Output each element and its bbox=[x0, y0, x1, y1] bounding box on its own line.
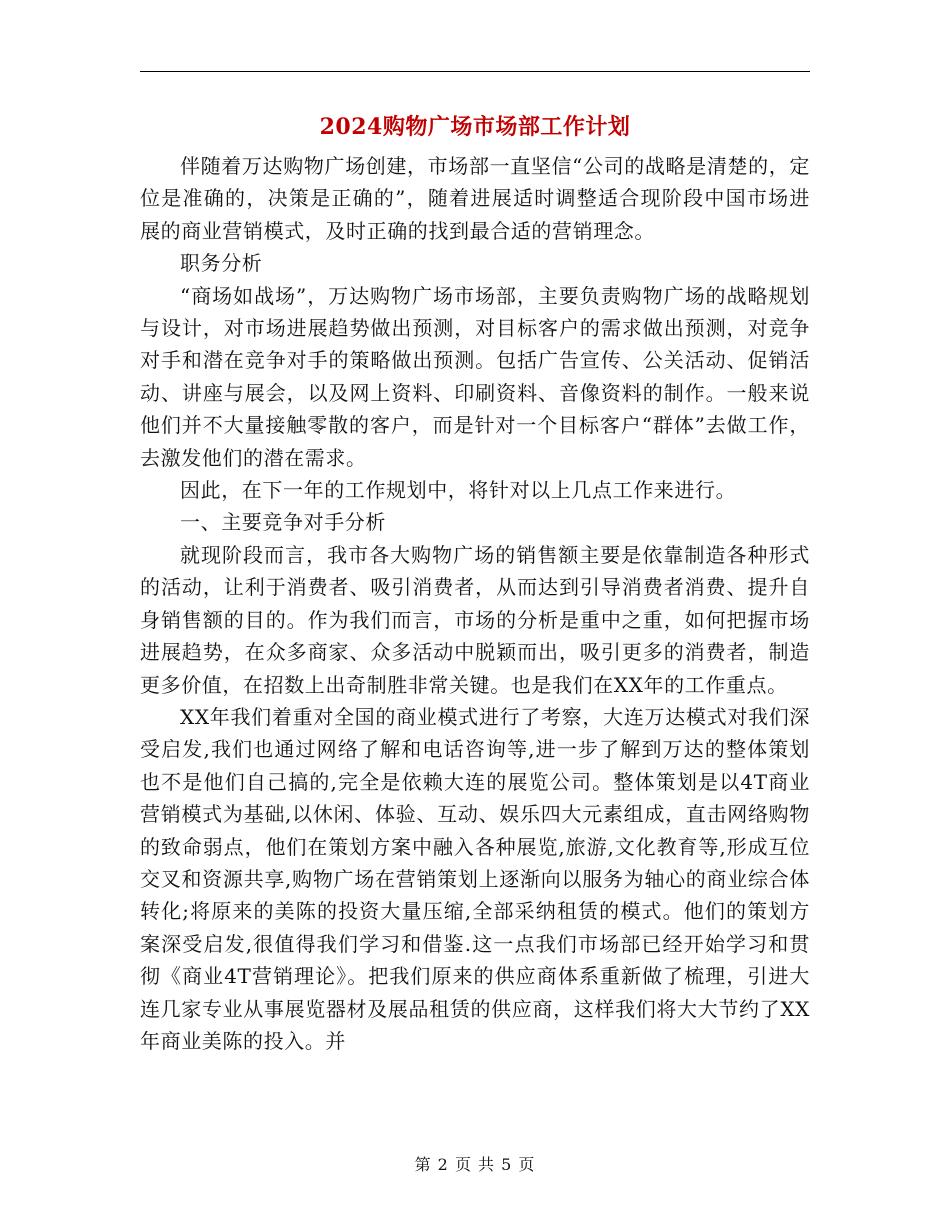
section-heading-job-analysis: 职务分析 bbox=[180, 251, 263, 276]
paragraph-competitor-analysis: 就现阶段而言，我市各大购物广场的销售额主要是依靠制造各种形式的活动，让利于消费者、吸引消费者，从而达到引导消费者消费、提升自身销售额的目的。作为我们而言，市场的分析是重中之重，如何把握市场进展趋势，在众多商家、众多活动中脱颖而出，吸引更多的消费者，制造更多价值，在招数上出奇制胜非常关键。也是我们在XX年的工作重点。 bbox=[140, 542, 810, 697]
paragraph-business-model: XX年我们着重对全国的商业模式进行了考察，大连万达模式对我们深受启发,我们也通过网络了解和电话咨询等,进一步了解到万达的整体策划也不是他们自己搞的,完全是依赖大连的展览公司。整体策划是以4T商业营销模式为基础,以休闲、体验、互动、娱乐四大元素组成，直击网络购物的致命弱点，他们在策划方案中融入各种展览,旅游,文化教育等,形成互位交叉和资源共享,购物广场在营销策划上逐渐向以服务为轴心的商业综合体转化;将原来的美陈的投资大量压缩,全部采纳租赁的模式。他们的策划方案深受启发,很值得我们学习和借鉴.这一点我们市场部已经开始学习和贯彻《商业4T营销理论》。把我们原来的供应商体系重新做了梳理，引进大连几家专业从事展览器材及展品租赁的供应商，这样我们将大大节约了XX年商业美陈的投入。并 bbox=[140, 704, 810, 1053]
paragraph-plan: 因此，在下一年的工作规划中，将针对以上几点工作来进行。 bbox=[180, 478, 737, 503]
page-number-footer: 第 2 页 共 5 页 bbox=[414, 1155, 536, 1174]
paragraph-job-analysis: “商场如战场”，万达购物广场市场部，主要负责购物广场的战略规划与设计，对市场进展趋势做出预测，对目标客户的需求做出预测，对竞争对手和潜在竞争对手的策略做出预测。包括广告宣传、公关活动、促销活动、讲座与展会，以及网上资料、印刷资料、音像资料的制作。一般来说他们并不大量接触零散的客户，而是针对一个目标客户“群体”去做工作，去激发他们的潜在需求。 bbox=[140, 283, 810, 470]
document-body bbox=[140, 150, 810, 1057]
paragraph-intro: 伴随着万达购物广场创建，市场部一直坚信“公司的战略是清楚的，定位是准确的，决策是正确的”，随着进展适时调整适合现阶段中国市场进展的商业营销模式，及时正确的找到最合适的营销理念。 bbox=[140, 154, 810, 243]
header-rule bbox=[140, 71, 810, 72]
document-title: 2024购物广场市场部工作计划 bbox=[319, 114, 631, 140]
section-heading-competitor-analysis: 一、主要竞争对手分析 bbox=[180, 510, 386, 535]
